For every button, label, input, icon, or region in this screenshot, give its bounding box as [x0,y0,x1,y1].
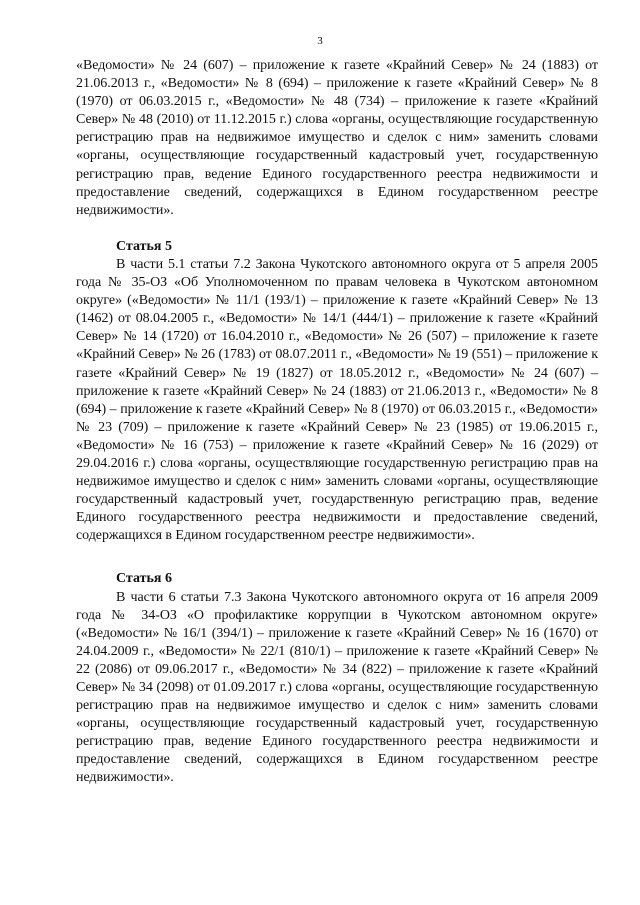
page-number: 3 [317,35,323,47]
spacer [76,545,598,570]
continuation-paragraph: «Ведомости» № 24 (607) – приложение к газете «Крайний Север» № 24 (1883) от 21.06.2013 г., «Ведомости» № 8 (694) – приложение к газете «Крайний Север» № 8 (1970) от 06.03.2015 г., «Ведомости» № 48 (734) – приложение к газете «Крайний Север» № 48 (2010) от 11.12.2015 г.) слова «органы, осуществляющие государственную регистрацию прав на недвижимое имущество и сделок с ним» заменить словами «органы, осуществляющие государственный кадастровый учет, государственную регистрацию прав, ведение Единого государственного реестра недвижимости и предоставление сведений, содержащихся в Едином государственном реестре недвижимости». [76,58,598,218]
article-5-heading: Статья 5 [116,238,172,254]
article-6-paragraph: В части 6 статьи 7.3 Закона Чукотского автономного округа от 16 апреля 2009 года № 34-ОЗ «О профилактике коррупции в Чукотском автономном округе» («Ведомости» № 16/1 (394/1) – приложение к газете «Крайний Север» № 16 (1670) от 24.04.2009 г., «Ведомости» № 22/1 (810/1) – приложение к газете «Крайний Север» № 22 (2086) от 09.06.2017 г., «Ведомости» № 34 (822) – приложение к газете «Крайний Север» № 34 (2098) от 01.09.2017 г.) слова «органы, осуществляющие государственную регистрацию прав на недвижимое имущество и сделок с ним» заменить словами «органы, осуществляющие государственный кадастровый учет, государственную регистрацию прав, ведение Единого государственного реестра недвижимости и предоставление сведений, содержащихся в Едином государственном реестре недвижимости». [76,589,598,786]
spacer [76,220,598,238]
article-5-paragraph: В части 5.1 статьи 7.2 Закона Чукотского автономного округа от 5 апреля 2005 года № 35-ОЗ «Об Уполномоченном по правам человека в Чукотском автономном округе» («Ведомости» № 11/1 (193/1) – приложение к газете «Крайний Север» № 13 (1462) от 08.04.2005 г., «Ведомости» № 14/1 (444/1) – приложение к газете «Крайний Север» № 14 (1720) от 16.04.2010 г., «Ведомости» № 26 (507) – приложение к газете «Крайний Север» № 26 (1783) от 08.07.2011 г., «Ведомости» № 19 (551) – приложение к газете «Крайний Север» № 19 (1827) от 18.05.2012 г., «Ведомости» № 24 (607) – приложение к газете «Крайний Север» № 24 (1883) от 21.06.2013 г., «Ведомости» № 8 (694) – приложение к газете «Крайний Север» № 8 (1970) от 06.03.2015 г., «Ведомости» № 23 (709) – приложение к газете «Крайний Север» № 23 (1985) от 19.06.2015 г., «Ведомости» № 16 (753) – приложение к газете «Крайний Север» № 16 (2029) от 29.04.2016 г.) слова «органы, осуществляющие государственную регистрацию прав на недвижимое имущество и сделок с ним» заменить словами «органы, осуществляющие государственный кадастровый учет, государственную регистрацию прав, ведение Единого государственного реестра недвижимости и предоставление сведений, содержащихся в Едином государственном реестре недвижимости». [76,256,598,544]
document-body [76,57,598,788]
article-6-heading: Статья 6 [116,571,172,587]
